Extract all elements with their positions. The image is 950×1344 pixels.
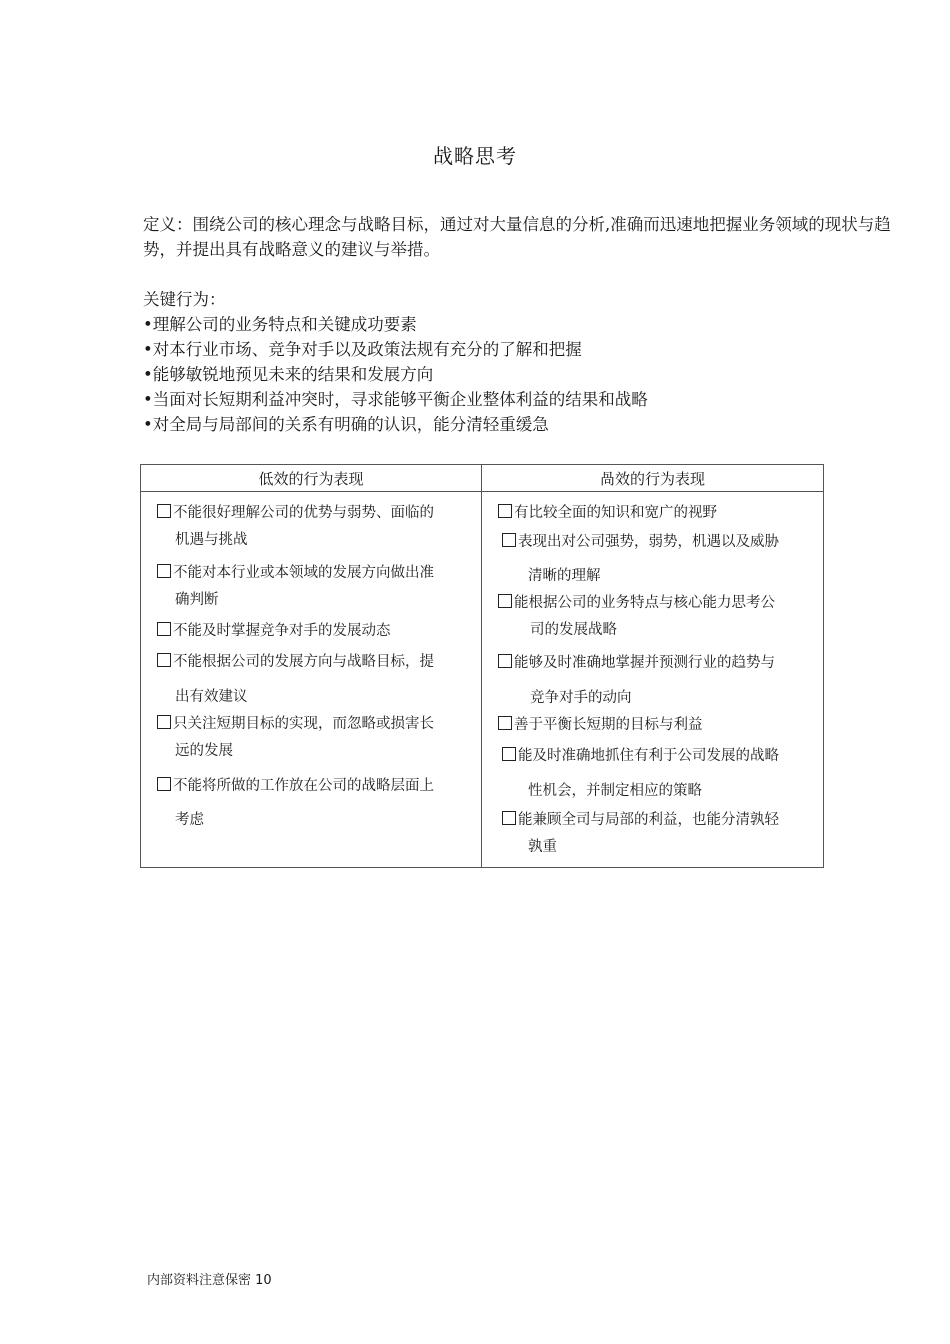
footer-confidential-note: 内部资料注意保密 10 [147, 1273, 272, 1288]
behavior-table [140, 464, 824, 868]
low-efficiency-header: 低效的行为表现 [141, 465, 482, 492]
key-behavior-item: • 能够敏锐地预见未来的结果和发展方向 [143, 362, 648, 387]
checkbox-icon [498, 504, 512, 518]
checkbox-icon [157, 504, 171, 518]
low-efficiency-cell [141, 492, 482, 868]
key-behaviors-heading: 关键行为： [143, 290, 226, 309]
checkbox-icon [157, 715, 171, 729]
key-behavior-item: • 对本行业市场、竞争对手以及政策法规有充分的了解和把握 [143, 337, 648, 362]
low-behavior-item: 不能对本行业或本领域的发展方向做出准 确判断 [157, 560, 475, 614]
checkbox-icon [157, 622, 171, 636]
low-behavior-item: 只关注短期目标的实现，而忽略或损害长 远的发展 [157, 711, 475, 765]
high-behavior-item: 能根据公司的业务特点与核心能力思考公 司的发展战略 [498, 590, 817, 644]
low-behavior-item: 不能将所做的工作放在公司的战略层面上 考虑 [157, 773, 475, 834]
checkbox-icon [502, 533, 516, 547]
key-behaviors-list [143, 312, 648, 437]
checkbox-icon [498, 654, 512, 668]
checkbox-icon [157, 653, 171, 667]
high-behavior-item: 表现出对公司强势，弱势，机遇以及威胁 清晰的理解 [498, 529, 817, 590]
high-behavior-item: 能及时准确地抓住有利于公司发展的战略 性机会，并制定相应的策略 [498, 743, 817, 805]
high-behavior-item: 善于平衡长短期的目标与利益 [498, 712, 817, 739]
checkbox-icon [498, 716, 512, 730]
definition-text: 定义：围绕公司的核心理念与战略目标，通过对大量信息的分析,准确而迅速地把握业务领域的现状与趋势，并提出具有战略意义的建议与举措。 [143, 215, 891, 259]
checkbox-icon [498, 594, 512, 608]
checkbox-icon [157, 564, 171, 578]
checkbox-icon [502, 747, 516, 761]
high-efficiency-cell [482, 492, 824, 868]
checkbox-icon [157, 777, 171, 791]
high-behavior-item: 有比较全面的知识和宽广的视野 [498, 500, 817, 527]
key-behavior-item: • 对全局与局部间的关系有明确的认识，能分清轻重缓急 [143, 412, 648, 437]
key-behavior-item: • 当面对长短期利益冲突时，寻求能够平衡企业整体利益的结果和战略 [143, 387, 648, 412]
low-behavior-item: 不能很好理解公司的优势与弱势、面临的 机遇与挑战 [157, 500, 475, 554]
high-efficiency-header: 咼效的行为表现 [482, 465, 824, 492]
checkbox-icon [502, 811, 516, 825]
page-title: 战略思考 [433, 144, 517, 168]
high-behavior-item: 能够及时准确地掌握并预测行业的趋势与 竞争对手的动向 [498, 650, 817, 712]
low-behavior-item: 不能及时掌握竞争对手的发展动态 [157, 618, 475, 645]
key-behavior-item: • 理解公司的业务特点和关键成功要素 [143, 312, 648, 337]
high-behavior-item: 能兼顾全司与局部的利益，也能分清孰轻 孰重 [498, 807, 817, 861]
low-behavior-item: 不能根据公司的发展方向与战略目标，提 出有效建议 [157, 649, 475, 711]
